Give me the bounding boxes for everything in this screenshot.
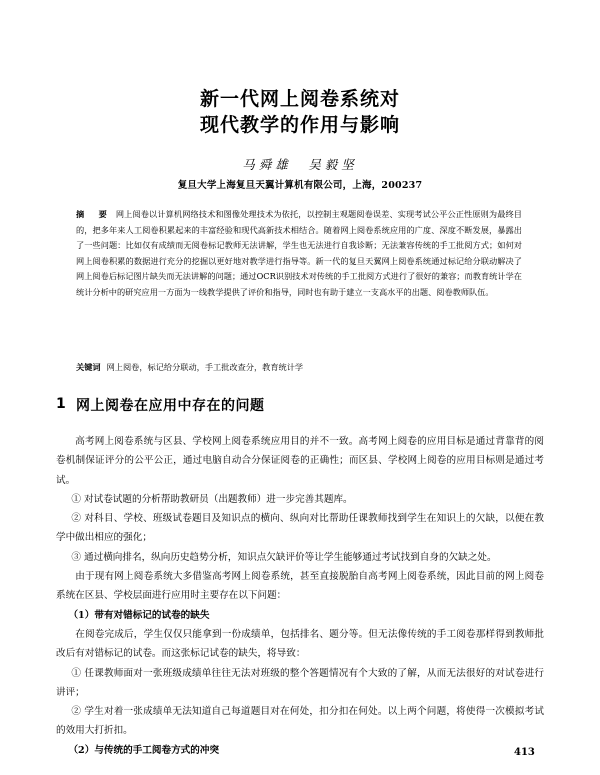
list-item: ② 对科目、学校、班级试卷题目及知识点的横向、纵向对比帮助任课教师找到学生在知识上的欠缺，以便在教学中做出相应的强化； [56,513,544,544]
list-item: ③ 通过横向排名，纵向历史趋势分析，知识点欠缺评价等让学生能够通过考试找到自身的欠缺之处。 [71,551,497,563]
affiliation: 复旦大学上海复旦天翼计算机有限公司，上海，200237 [177,180,423,191]
keywords-text: 网上阅卷，标记给分联动，手工批改查分，教育统计学 [106,362,304,372]
paper-title-line-2: 现代教学的作用与影响 [199,114,400,136]
keywords-label: 关键词 [76,362,101,372]
paragraph: 在阅卷完成后，学生仅仅只能拿到一份成绩单，包括排名、题分等。但无法像传统的手工阅卷那样得到教师批改后有对错标记的试卷。而这张标记试卷的缺失，将导致： [56,628,544,660]
list-item: ② 学生对着一张成绩单无法知道自己每道题目对在何处，扣分扣在何处。以上两个问题，将使得一次模拟考试的效用大打折扣。 [56,706,544,737]
list-item: ① 对试卷试题的分析帮助教研员（出题教师）进一步完善其题库。 [71,493,353,505]
abstract-label: 摘 要 [76,209,110,219]
abstract-text: 网上阅卷以计算机网络技术和图像处理技术为依托，以控制主观题阅卷误差、实现考试公平公正性原则为最终目的，把多年来人工阅卷积累起来的丰富经验和现代高新技术相结合。随着网上阅卷系统应用的广度、深度不断发展，暴露出了一些问题：比如仅有成绩而无阅卷标记教师无法讲解，学生也无法进行自我诊断；无法兼容传统的手工批阅方式；如何对网上阅卷积累的数据进行充分的挖掘以更好地对教学进行指导等。新一代的复旦天翼网上阅卷系统通过标记给分联动解决了网上阅卷后标记图片缺失而无法讲解的问题；通过OCR识别技术对传统的手工批阅方式进行了很好的兼容；而教育统计学在统计分析中的研究应用一方面为一线教学提供了评价和指导，同时也有助于建立一支高水平的出题、阅卷教师队伍。 [76,209,522,297]
section-number: 1 [56,396,66,412]
section-title: 网上阅卷在应用中存在的问题 [76,398,265,414]
abstract [76,207,522,301]
subsection-heading: （1）带有对错标记的试卷的缺失 [68,609,210,621]
paragraph: 高考网上阅卷系统与区县、学校网上阅卷系统应用目的并不一致。高考网上阅卷的应用目标是通过背靠背的阅卷机制保证评分的公平公正，通过电脑自动合分保证阅卷的正确性；而区县、学校网上阅卷的应用目标则是通过考试。 [56,436,544,486]
page-number: 413 [514,747,535,758]
paper-title-line-1: 新一代网上阅卷系统对 [199,88,400,110]
list-item: ① 任课教师面对一张班级成绩单往往无法对班级的整个答题情况有个大致的了解，从而无法很好的对试卷进行讲评； [56,667,544,698]
authors: 马舜雄 吴毅坚 [242,157,358,172]
paragraph: 由于现有网上阅卷系统大多借鉴高考网上阅卷系统，甚至直接脱胎自高考网上阅卷系统，因此目前的网上阅卷系统在区县、学校层面进行应用时主要存在以下问题： [56,571,544,602]
body-text [56,432,544,760]
subsection-heading: （2）与传统的手工阅卷方式的冲突 [68,744,220,756]
keywords [76,360,522,374]
